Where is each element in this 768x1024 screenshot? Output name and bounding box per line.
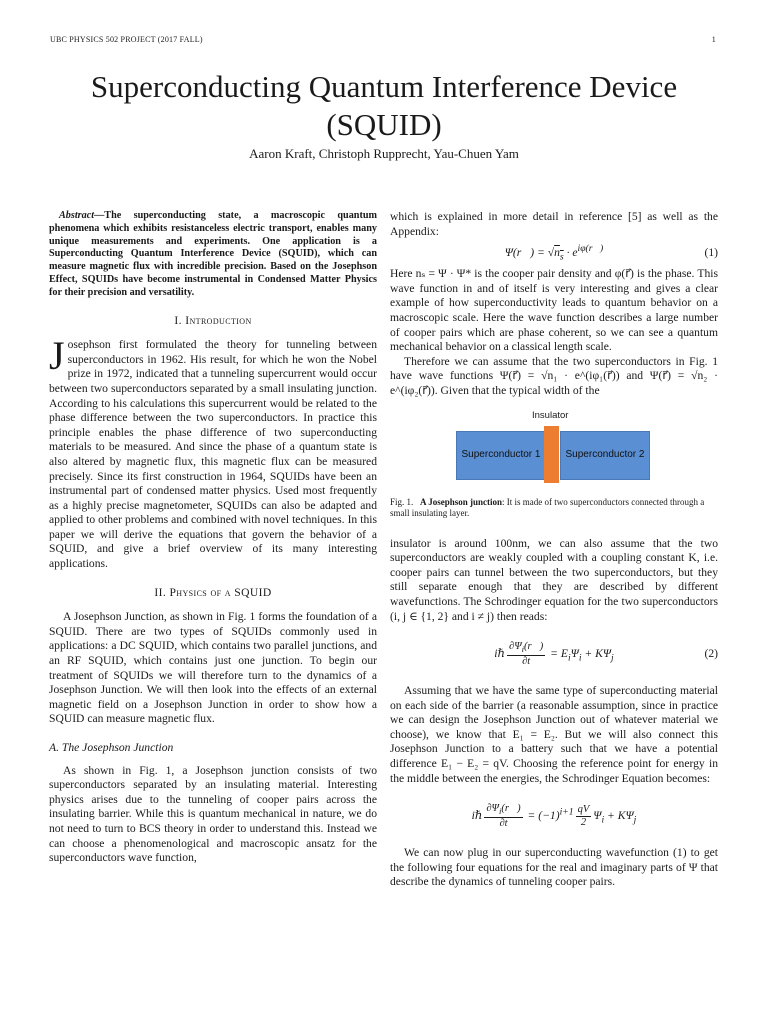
equation-number: (2) (704, 646, 718, 660)
equation-2-body: iℏ $\frac{\partial\Psi_i(r⃗)}{\partial t}$ = $E_i\Psi_i + K\Psi_j$ (494, 640, 614, 667)
caption-bold: A Josephson junction (420, 496, 503, 507)
insulator-paragraph: insulator is around 100nm, we can also assume that the two superconductors are weakly coupled with a coupling constant K, i.e. cooper pairs can tunnel between the two superconductors, but they still separate enough that they are described by different wavefunctions. The Schrodinger equation for the two superconductors (i, j ∈ {1, 2} and i ≠ j) then reads: (390, 536, 718, 623)
authors: Aaron Kraft, Christoph Rupprecht, Yau-Chuen Yam (249, 146, 519, 161)
intro-text: osephson first formulated the theory for tunneling between superconductors in 1962. His result, for which he won the Nobel prize in 1972, indicated that a tunneling supercurrent would occur between two superconductors separated by a small insulating junction. According to his calculations this supercurrent would be related to the phase difference between the two superconductors. In practice this principle enables the phase difference of two superconducting materials to be measured. And since the phase of a quantum state is also altered by magnetic flux, this magnetic flux can be measured precisely. Since its first construction in 1964, SQUIDs have been an instrumental part of condensed matter physics. Used most frequently as a highly precise magnetometer, SQUIDs can also be adapted and applied to other problems and combined with novel techniques. In this paper we will derive the equations that govern the behavior of a SQUID, and give a brief overview of its many interesting applications. (49, 338, 377, 571)
equation-number: (1) (704, 245, 718, 259)
josephson-junction-figure (390, 409, 718, 493)
left-column (49, 210, 377, 866)
two-superconductors-paragraph: Therefore we can assume that the two superconductors in Fig. 1 have wave functions Ψ(r⃗) = √n₁ · e^(iφ₁(r⃗)) and Ψ(r⃗) = √n₂ · e^(iφ₂(r⃗)). Given that the typical width of the (390, 354, 718, 397)
caption-number: Fig. 1. (390, 496, 414, 507)
equation-1 (390, 244, 718, 262)
josephson-paragraph: As shown in Fig. 1, a Josephson junction consists of two superconductors separated by an insulating material. Interesting physics arises due to the tunneling of cooper pairs across the insulating barrier. While this is quantum mechanical in nature, we do not need to turn to BCS theory in order to understand this. Instead we can choose a phenomenological and macroscopic ansatz for the superconductors wave function, (49, 763, 377, 865)
equation-3-body: iℏ $\frac{\partial\Psi_i(r⃗)}{\partial t}$ = $(-1)^{i+1}$ $\frac{qV}{2}$ $\Psi_i + K\Psi_j$ (471, 802, 637, 829)
assume-paragraph: Assuming that we have the same type of superconducting material on each side of the barrier (a reasonable assumption, since in practice we can design the Josephson Junction out of whatever material we choose), we know that E₁ = E₂. But we will also connect this Josephson Junction to a battery such that we have a potential difference E₁ − E₂ = qV. Choosing the reference point for energy in the middle between the energies, the Schrodinger Equation becomes: (390, 684, 718, 785)
abstract-label: Abstract (59, 210, 95, 221)
plug-paragraph: We can now plug in our superconducting wavefunction (1) to get the following four equations for the real and imaginary parts of Ψ that describe the dynamics of tunneling cooper pairs. (390, 846, 718, 889)
paper-title: Superconducting Quantum Interference Device (SQUID) (90, 69, 678, 142)
section-heading-physics (49, 586, 377, 601)
reference-paragraph: which is explained in more detail in reference [5] as well as the Appendix: (390, 210, 718, 238)
section-numeral: II. (154, 585, 167, 599)
running-title: UBC PHYSICS 502 PROJECT (2017 FALL) (50, 35, 203, 44)
equation-1-body: Ψ(r⃗) = $√n_s \cdot e^{i\varphi(r⃗)}$ (504, 242, 604, 262)
insulating-barrier (544, 426, 559, 483)
superconductor-1-label: Superconductor 1 (461, 448, 541, 460)
superconductor-2-label: Superconductor 2 (565, 448, 645, 460)
section-title: Introduction (185, 313, 252, 327)
superconductor-2-block (560, 431, 650, 480)
page-number: 1 (711, 35, 716, 44)
caption-text: : It is made of two superconductors connected through a small insulating layer. (390, 496, 705, 518)
section-numeral: I. (174, 313, 182, 327)
abstract-text: —The superconducting state, a macroscopic quantum phenomena which exhibits resistanceless electric transport, enables many unique measurements and experiments. One application is a Superconducting Quantum Interference Device (SQUID), which can measure magnetic flux with incredible precision. Based on the Josephson Effect, SQUIDs have become instrumental in Condensed Matter Physics for their precision and versatility. (49, 210, 377, 298)
section-heading-intro (49, 314, 377, 329)
physics-paragraph: A Josephson Junction, as shown in Fig. 1 forms the foundation of a SQUID. There are two types of SQUIDs commonly used in applications: a DC SQUID, which contains two parallel junctions, and an RF SQUID, which contains just one junction. To begin our treatment of SQUIDs we will therefore turn to the dynamics of a Josephson Junction. We will then look into the effects of an external magnetic field on a Josephson Junction in order to show how a SQUID can measure magnetic flux. (49, 610, 377, 726)
insulator-label: Insulator (532, 409, 569, 421)
equation-3 (390, 798, 718, 834)
figure-caption (390, 497, 718, 519)
running-head (50, 35, 716, 44)
section-title: Physics of a SQUID (169, 585, 272, 599)
phase-paragraph: Here nₛ = Ψ · Ψ* is the cooper pair density and φ(r⃗) is the phase. This wave function in and of itself is very interesting and gives a clear example of how superconductivity leads to quantum behavior on a macroscopic scale. Here the wave function describes a large number of cooper pairs which are phase coherent, so we can see a quantum mechanical behavior on a classical length scale. (390, 267, 718, 354)
equation-2 (390, 636, 718, 672)
abstract (49, 210, 377, 300)
subsection-heading-josephson: A. The Josephson Junction (49, 741, 174, 755)
dropcap: J (49, 333, 65, 379)
superconductor-1-block (456, 431, 546, 480)
intro-paragraph (49, 333, 377, 572)
right-column (390, 210, 718, 890)
